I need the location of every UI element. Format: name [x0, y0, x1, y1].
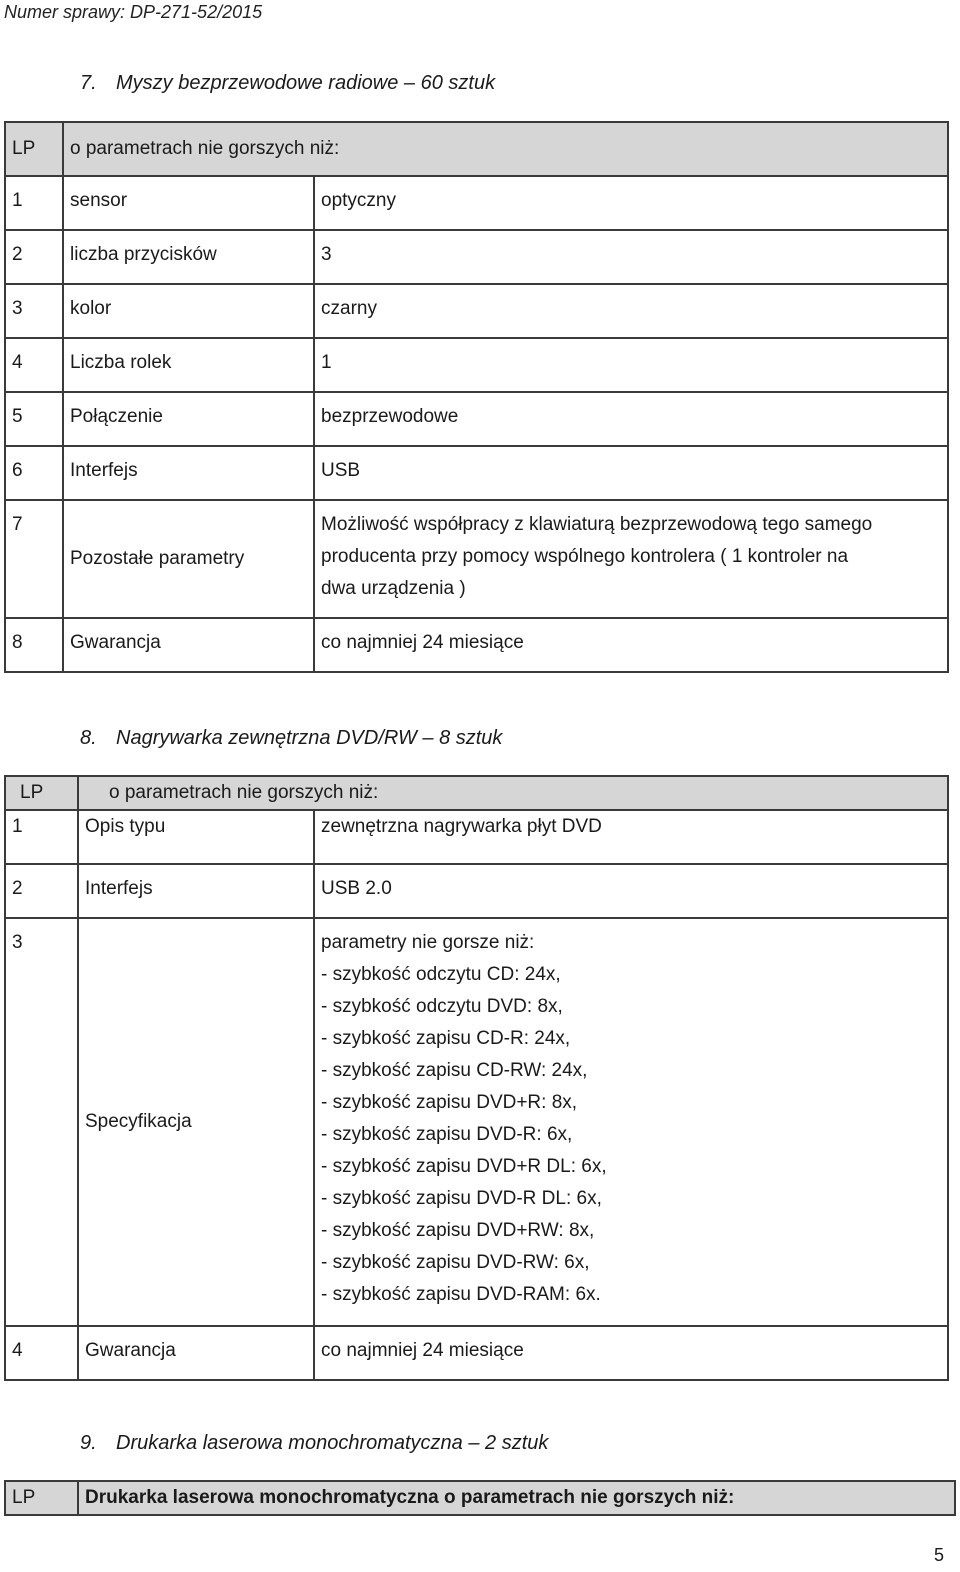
table-row — [5, 446, 948, 500]
value-line: - szybkość zapisu DVD-RAM: 6x. — [321, 1284, 601, 1305]
table-row — [5, 618, 948, 672]
row-param-value: co najmniej 24 miesiące — [314, 618, 948, 672]
row-param-name: Interfejs — [63, 446, 314, 500]
value-line: - szybkość odczytu CD: 24x, — [321, 964, 561, 985]
value-line: - szybkość zapisu DVD+R DL: 6x, — [321, 1156, 607, 1177]
value-line: - szybkość zapisu DVD-RW: 6x, — [321, 1252, 590, 1273]
value-line: - szybkość zapisu DVD-R DL: 6x, — [321, 1188, 602, 1209]
row-lp: 2 — [5, 864, 78, 918]
row-param-value-multiline — [314, 500, 948, 618]
section-8-title — [80, 727, 502, 750]
value-line: - szybkość odczytu DVD: 8x, — [321, 996, 563, 1017]
value-line: - szybkość zapisu DVD-R: 6x, — [321, 1124, 573, 1145]
value-line: - szybkość zapisu CD-R: 24x, — [321, 1028, 571, 1049]
section-title-text: Myszy bezprzewodowe radiowe – 60 sztuk — [116, 72, 496, 94]
table-header-row — [5, 122, 948, 176]
table-row — [5, 1326, 948, 1380]
row-param-value: optyczny — [314, 176, 948, 230]
row-param-name: Pozostałe parametry — [63, 500, 314, 618]
spec-table-dvd — [4, 775, 949, 1381]
value-line: - szybkość zapisu CD-RW: 24x, — [321, 1060, 588, 1081]
section-7-title — [80, 72, 495, 95]
row-param-value: USB — [314, 446, 948, 500]
row-param-name: Gwarancja — [63, 618, 314, 672]
lp-header: LP — [5, 1481, 78, 1515]
row-param-value-multiline — [314, 918, 948, 1326]
value-line: parametry nie gorsze niż: — [321, 932, 535, 953]
row-param-name: Opis typu — [78, 810, 314, 864]
section-number: 7. — [80, 72, 97, 94]
params-header: o parametrach nie gorszych niż: — [63, 122, 948, 176]
value-line: producenta przy pomocy wspólnego kontrolera ( 1 kontroler na — [321, 546, 849, 567]
row-param-name: Interfejs — [78, 864, 314, 918]
row-lp: 6 — [5, 446, 63, 500]
section-9-title — [80, 1432, 548, 1455]
value-line: Możliwość współpracy z klawiaturą bezprzewodową tego samego — [321, 514, 873, 535]
row-lp: 4 — [5, 338, 63, 392]
row-param-name: Specyfikacja — [78, 918, 314, 1326]
row-param-value: bezprzewodowe — [314, 392, 948, 446]
table-row — [5, 500, 948, 618]
lp-header: LP — [5, 776, 78, 810]
table-header-row — [5, 1481, 955, 1515]
section-title-text: Nagrywarka zewnętrzna DVD/RW – 8 sztuk — [116, 727, 503, 749]
row-lp: 4 — [5, 1326, 78, 1380]
table-header-row — [5, 776, 948, 810]
value-line: - szybkość zapisu DVD+RW: 8x, — [321, 1220, 595, 1241]
section-title-text: Drukarka laserowa monochromatyczna – 2 sztuk — [116, 1432, 549, 1454]
row-param-name: kolor — [63, 284, 314, 338]
row-param-name: liczba przycisków — [63, 230, 314, 284]
params-header: Drukarka laserowa monochromatyczna o parametrach nie gorszych niż: — [78, 1481, 955, 1515]
row-param-name: Gwarancja — [78, 1326, 314, 1380]
table-row — [5, 864, 948, 918]
row-lp: 7 — [5, 500, 63, 618]
section-number: 9. — [80, 1432, 97, 1454]
table-row — [5, 284, 948, 338]
row-param-value: co najmniej 24 miesiące — [314, 1326, 948, 1380]
row-lp: 3 — [5, 918, 78, 1326]
table-row — [5, 176, 948, 230]
table-row — [5, 230, 948, 284]
row-param-name: Liczba rolek — [63, 338, 314, 392]
params-header: o parametrach nie gorszych niż: — [78, 776, 948, 810]
spec-table-printer — [4, 1480, 956, 1516]
row-lp: 5 — [5, 392, 63, 446]
page-number: 5 — [933, 1545, 944, 1565]
row-param-value: czarny — [314, 284, 948, 338]
row-param-value: zewnętrzna nagrywarka płyt DVD — [314, 810, 948, 864]
spec-table-mice — [4, 121, 949, 673]
case-number: Numer sprawy: DP-271-52/2015 — [4, 2, 263, 22]
row-lp: 8 — [5, 618, 63, 672]
table-row — [5, 918, 948, 1326]
row-param-name: sensor — [63, 176, 314, 230]
table-row — [5, 810, 948, 864]
row-param-value: 3 — [314, 230, 948, 284]
value-line: dwa urządzenia ) — [321, 578, 466, 599]
row-param-value: USB 2.0 — [314, 864, 948, 918]
value-line: - szybkość zapisu DVD+R: 8x, — [321, 1092, 578, 1113]
table-row — [5, 338, 948, 392]
row-lp: 1 — [5, 810, 78, 864]
section-number: 8. — [80, 727, 97, 749]
row-lp: 2 — [5, 230, 63, 284]
table-row — [5, 392, 948, 446]
row-lp: 3 — [5, 284, 63, 338]
lp-header: LP — [5, 122, 63, 176]
row-param-name: Połączenie — [63, 392, 314, 446]
row-param-value: 1 — [314, 338, 948, 392]
row-lp: 1 — [5, 176, 63, 230]
